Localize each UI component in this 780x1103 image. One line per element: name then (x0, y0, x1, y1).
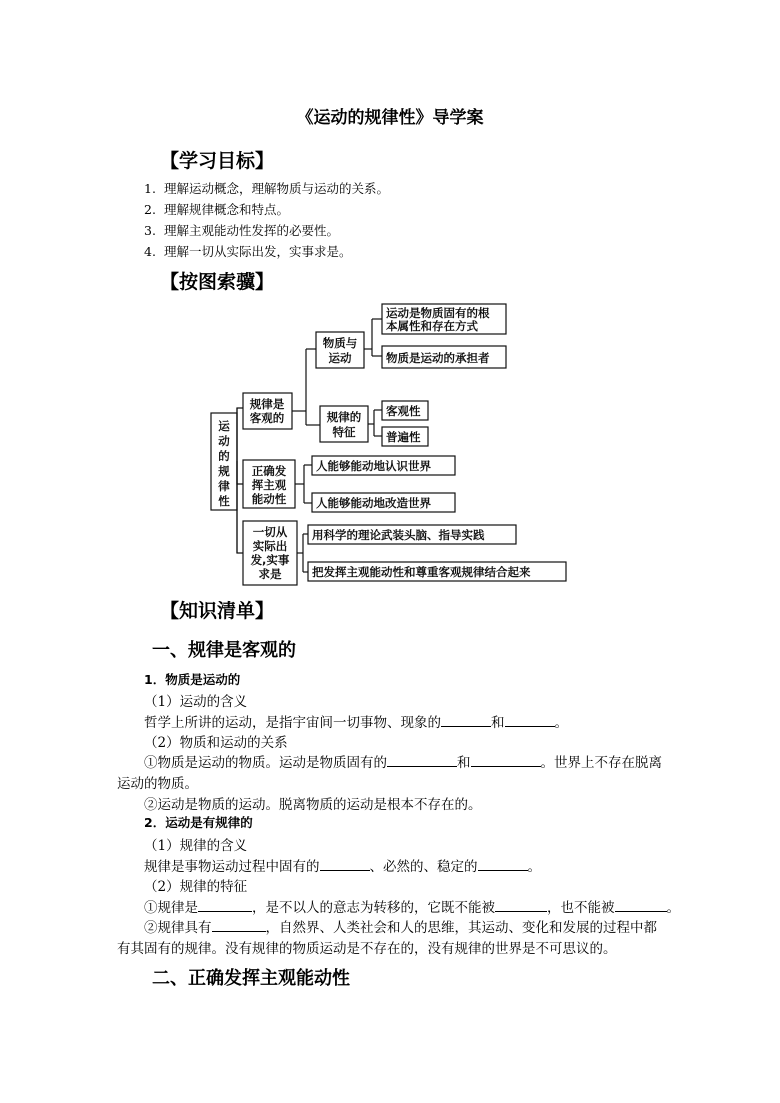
objective-text: 理解规律概念和特点。 (164, 202, 290, 217)
answer-blank[interactable] (387, 754, 457, 767)
point1-sub2: （2）物质和运动的关系 (144, 735, 288, 751)
answer-blank[interactable] (212, 919, 266, 932)
text-segment: 和 (457, 755, 471, 771)
text-segment: 。 (666, 900, 680, 916)
branch1a-label: 物质与 (322, 336, 358, 350)
text-segment: ，自然界、人类社会和人的思维，其运动、变化和发展的过程中都 (265, 920, 657, 936)
objective-number: 2. (144, 202, 156, 217)
branch3-label: 发,实事 (250, 553, 290, 567)
branch3-label: 求是 (258, 567, 282, 581)
branch1b-leaf1-label: 客观性 (386, 404, 421, 418)
objective-text: 理解一切从实际出发，实事求是。 (164, 244, 352, 259)
answer-blank[interactable] (320, 858, 370, 871)
text-segment: 和 (491, 715, 505, 731)
branch3-label: 实际出 (252, 539, 288, 553)
objective-text: 理解主观能动性发挥的必要性。 (164, 223, 340, 238)
root-char: 性 (218, 494, 230, 508)
answer-blank[interactable] (471, 754, 541, 767)
branch3-leaf1-label: 用科学的理论武装头脑、指导实践 (312, 528, 485, 542)
branch1-label: 客观的 (249, 411, 285, 425)
page-title: 《运动的规律性》导学案 (296, 108, 484, 128)
text-segment: ，也不能被 (547, 900, 615, 916)
section2-heading: 二、正确发挥主观能动性 (152, 968, 350, 989)
answer-blank[interactable] (478, 858, 528, 871)
point2-text3-cont: 有其固有的规律。没有规律的物质运动是不存在的，没有规律的世界是不可思议的。 (117, 941, 617, 957)
text-segment: ②规律具有 (144, 920, 212, 936)
branch1a-leaf1-label: 本属性和存在方式 (386, 319, 478, 333)
diagram-heading: 【按图索骥】 (160, 271, 275, 293)
text-segment: 。 (554, 715, 568, 731)
objectives-heading: 【学习目标】 (160, 150, 275, 172)
point1-text2 (144, 751, 662, 771)
answer-blank[interactable] (615, 899, 667, 912)
point1-sub1: （1）运动的含义 (144, 694, 248, 710)
root-char: 的 (218, 449, 230, 463)
answer-blank[interactable] (441, 714, 491, 727)
text-segment: 规律是事物运动过程中固有的 (144, 859, 320, 875)
branch1a-leaf1-label: 运动是物质固有的根 (386, 306, 490, 320)
section1-heading: 一、规律是客观的 (152, 640, 296, 661)
knowledge-heading: 【知识清单】 (160, 600, 275, 622)
branch1b-label: 规律的 (326, 410, 362, 424)
root-char: 律 (218, 479, 230, 493)
text-segment: 、必然的、稳定的 (369, 859, 478, 875)
objective-number: 4. (144, 244, 156, 259)
text-segment: 。世界上不存在脱离 (540, 755, 662, 771)
answer-blank[interactable] (505, 714, 555, 727)
point2-text1 (144, 855, 541, 875)
branch3-label: 一切从 (252, 525, 288, 539)
branch2-leaf1-label: 人能够能动地认识世界 (316, 459, 431, 473)
branch1-label: 规律是 (249, 397, 285, 411)
answer-blank[interactable] (495, 899, 547, 912)
objective-text: 理解运动概念，理解物质与运动的关系。 (164, 181, 390, 196)
branch1b-leaf2-label: 普遍性 (386, 430, 421, 444)
branch2-label: 挥主观 (251, 478, 287, 492)
branch1a-leaf2-label: 物质是运动的承担者 (386, 351, 490, 365)
answer-blank[interactable] (198, 899, 252, 912)
text-segment: ①规律是 (144, 900, 198, 916)
text-segment: 。 (527, 859, 541, 875)
objective-number: 3. (144, 223, 156, 238)
point1-text3: ②运动是物质的运动。脱离物质的运动是根本不存在的。 (144, 797, 482, 813)
branch2-leaf2-label: 人能够能动地改造世界 (316, 496, 431, 510)
objective-number: 1. (144, 181, 156, 196)
point2-title: 2．运动是有规律的 (144, 815, 253, 830)
root-char: 运 (218, 419, 230, 433)
point1-text2-cont: 运动的物质。 (117, 776, 198, 792)
branch3-leaf2-label: 把发挥主观能动性和尊重客观规律结合起来 (312, 565, 531, 579)
text-segment: 哲学上所讲的运动，是指宇宙间一切事物、现象的 (144, 715, 441, 731)
root-char: 动 (218, 434, 230, 448)
root-char: 规 (218, 464, 230, 478)
point2-text2 (144, 896, 680, 916)
branch1a-label: 运动 (328, 351, 352, 365)
point1-title: 1．物质是运动的 (144, 672, 241, 687)
point2-sub2: （2）规律的特征 (144, 879, 248, 895)
branch2-label: 能动性 (251, 492, 287, 506)
branch1b-label: 特征 (332, 425, 356, 439)
text-segment: ，是不以人的意志为转移的，它既不能被 (252, 900, 495, 916)
point2-sub1: （1）规律的含义 (144, 838, 248, 854)
point2-text3 (144, 916, 657, 936)
branch2-label: 正确发 (251, 464, 287, 478)
text-segment: ①物质是运动的物质。运动是物质固有的 (144, 755, 387, 771)
point1-text1 (144, 711, 568, 731)
